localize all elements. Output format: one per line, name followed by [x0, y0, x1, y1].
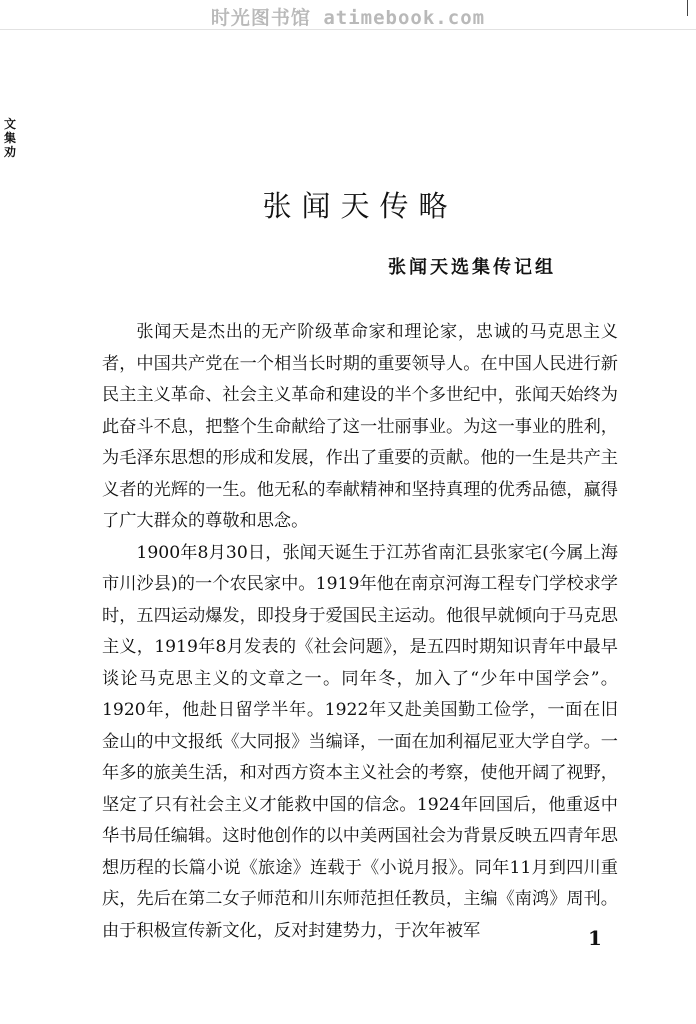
header-divider: [0, 29, 696, 30]
page-number: 1: [588, 926, 602, 950]
side-label-char: 集: [3, 131, 16, 145]
page-title: 张闻天传略: [262, 189, 458, 223]
side-label-char: 劝: [3, 145, 16, 159]
paragraph: 1900年8月30日，张闻天诞生于江苏省南汇县张家宅(今属上海市川沙县)的一个农民家中。1919年他在南京河海工程专门学校求学时，五四运动爆发，即投身于爱国民主运动。他很早就倾向于马克思主义，1919年8月发表的《社会问题》，是五四时期知识青年中最早谈论马克思主义的文章之一。同年冬，加入了“少年中国学会”。1920年，他赴日留学半年。1922年又赴美国勤工俭学，一面在旧金山的中文报纸《大同报》当编译，一面在加利福尼亚大学自学。一年多的旅美生活，和对西方资本主义社会的考察，使他开阔了视野，坚定了只有社会主义才能救中国的信念。1924年回国后，他重返中华书局任编辑。这时他创作的以中美两国社会为背景反映五四青年思想历程的长篇小说《旅途》连载于《小说月报》。同年11月到四川重庆，先后在第二女子师范和川东师范担任教员，主编《南鸿》周刊。由于积极宣传新文化，反对封建势力，于次年被军: [102, 542, 618, 941]
author-byline: 张闻天选集传记组: [388, 257, 556, 278]
site-watermark: 时光图书馆 atimebook.com: [210, 7, 486, 29]
paragraph: 张闻天是杰出的无产阶级革命家和理论家，忠诚的马克思主义者，中国共产党在一个相当长时期的重要领导人。在中国人民进行新民主主义革命、社会主义革命和建设的半个多世纪中，张闻天始终为此奋斗不息，把整个生命献给了这一壮丽事业。为这一事业的胜利，为毛泽东思想的形成和发展，作出了重要的贡献。他的一生是共产主义者的光辉的一生。他无私的奉献精神和坚持真理的优秀品德，赢得了广大群众的尊敬和思念。: [102, 322, 618, 531]
corner-mark: [687, 0, 688, 16]
body-text: [102, 317, 618, 947]
side-label: [3, 117, 17, 159]
side-label-char: 文: [3, 117, 16, 131]
